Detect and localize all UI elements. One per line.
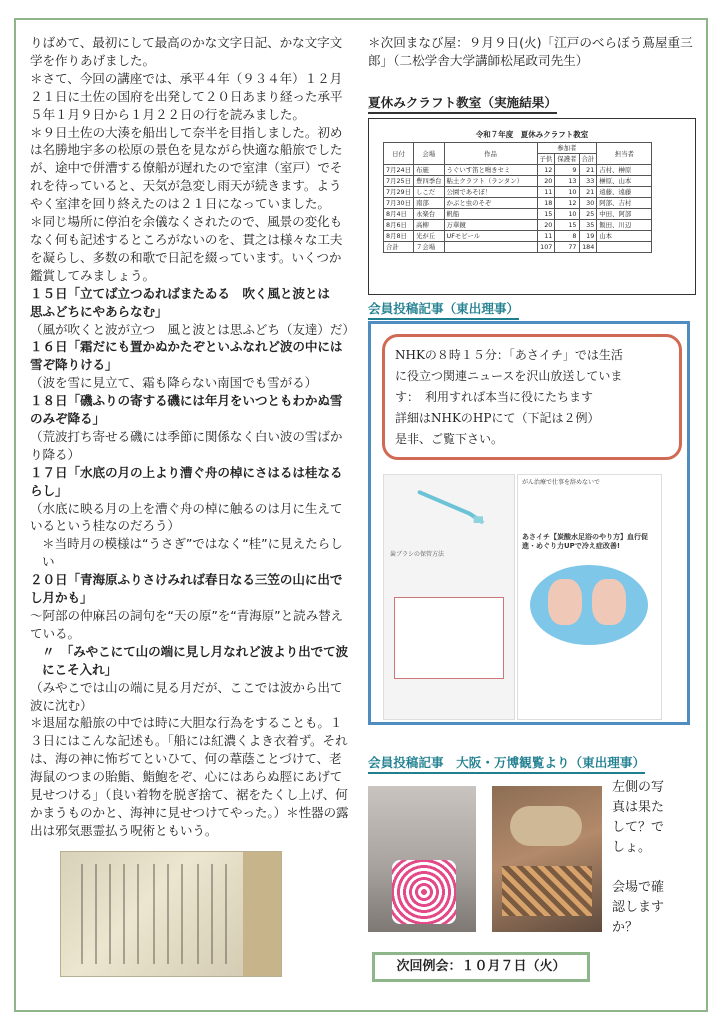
screenshot-top-text: がん治療で仕事を辞めないで [522,479,601,486]
table-cell: 25 [579,209,597,220]
table-cell: 12 [555,198,579,209]
member-post-title: 会員投稿記事（東出理事） [368,298,519,320]
craft-results-table [383,142,652,253]
footbath-article-screenshot [517,474,662,720]
right-column [368,34,698,70]
expo-photo-right [492,786,602,932]
tosa-nikki-manuscript-photo [60,851,282,977]
table-cell: 阿部、吉村 [597,198,652,209]
moon-note: ＊当時月の模様は“うさぎ”ではなく“桂”に見えたらしい [42,536,343,570]
craft-results-box [368,118,696,295]
table-cell: 7月25日 [384,176,414,187]
th-work: 作品 [444,143,537,165]
footbath-title: あさイチ【炭酸水足浴のやり方】血行促進・めぐり力UPで冷え症改善! [522,533,648,550]
table-cell: 中田、阿部 [597,209,652,220]
poem-18: １８日「磯ふりの寄する磯には年月をいつともわかぬ雪のみぞ降る」 [30,393,343,427]
summer-craft-title: 夏休みクラフト教室（実施結果） [368,92,557,114]
table-cell: 35 [579,220,597,231]
table-cell: 帆船 [444,209,537,220]
table-header-row [384,143,652,154]
closing-text: ＊退屈な船旅の中では時に大胆な行為をすることも。１３日にはこんな記述も。「船には紅濃くよき衣着ず。それは、海の神に怖ぢてといひて、何の葦蔭ことづけて、老海鼠のつまの貽鮨、鮨鮑をぞ、心にはあらぬ脛にあげて見せつける」（良い着物を脱ぎ捨て、裾をたくし上げ、何かまうものかと、海神に見せつけてやった。）＊性器の露出は邪気悪霊払う呪術ともいう。 [30,715,349,838]
table-cell: 33 [579,176,597,187]
th-total: 合計 [579,154,597,165]
table-cell: 8月4日 [384,209,414,220]
poem-ditto: 〃 「みやこにて山の端に見し月なれど波より出でて波にこそ入れ」 [42,643,349,677]
table-cell: 粘土クラフト（ランタン） [444,176,537,187]
table-cell: 20 [537,176,555,187]
table-cell: UFモビール [444,231,537,242]
poem-15-translation: （風が吹くと波が立つ 風と波とは思ふどち（友達）だ） [30,321,355,337]
table-row [384,176,652,187]
toothbrush-article-text: 歯ブラシの保管方法 [390,551,445,558]
table-cell: 11 [537,187,555,198]
craft-table-title: 令和７年度 夏休みクラフト教室 [475,130,589,139]
next-study-note: ＊次回まなび屋：９月９日(火)「江戸のべらぼう蔦屋重三郎」（二松学舎大学講師松尾政司先生） [368,35,693,68]
footbath-basin [530,565,648,645]
table-cell: 13 [555,176,579,187]
table-cell: うぐいす笛と鳴きセミ [444,165,537,176]
poem-18-translation: （荒波打ち寄せる磯には季節に関係なく白い波の雪ばかり降る） [30,428,343,462]
table-cell: 12 [537,165,555,176]
table-cell: 21 [579,187,597,198]
table-cell: 7月24日 [384,165,414,176]
table-cell: 7月30日 [384,198,414,209]
table-cell: かぶと虫のそぞ [444,198,537,209]
th-guardians: 保護者 [555,154,579,165]
th-children: 子供 [537,154,555,165]
poem-17-translation: （水底に映る月の上を漕ぐ舟の棹に触るのは月に生えているという桂なのだろう） [30,500,343,534]
table-cell: 21 [579,165,597,176]
toothbrush-icon [398,487,508,527]
nhk-line: 詳細はNHKのHPにて（下記は２例） [395,411,600,425]
expo-photo-left [368,786,476,932]
table-cell: しこだ [413,187,444,198]
table-cell: 15 [537,209,555,220]
table-row [384,198,652,209]
left-column [30,34,355,840]
table-cell: 豊四季台 [413,176,444,187]
table-row [384,209,652,220]
table-row [384,231,652,242]
table-cell: 8月8日 [384,231,414,242]
table-cell: 永楽台 [413,209,444,220]
table-cell: 9 [555,165,579,176]
intro-text: りばめて、最初にして最高のかな文字日記、かな文字文学を作りあげました。 [30,35,343,68]
table-cell: 18 [537,198,555,209]
tip-box [394,597,504,679]
table-cell: 8 [555,231,579,242]
nhk-line: NHKの８時１５分：「あさイチ」では生活 [395,348,623,362]
table-cell: 7月29日 [384,187,414,198]
table-cell: 布施 [413,165,444,176]
table-cell: 山本 [597,231,652,242]
table-cell: 万華鏡 [444,220,537,231]
th-staff: 担当者 [597,143,652,165]
table-cell: 光が丘 [413,231,444,242]
table-cell: 20 [537,220,555,231]
th-venue: 会場 [413,143,444,165]
table-row [384,165,652,176]
table-cell: 10 [555,209,579,220]
table-cell: 公園であそぼ！ [444,187,537,198]
poem-17: １７日「水底の月の上より漕ぐ舟の棹にさはるは桂なるらし」 [30,464,343,498]
table-cell: 高柳 [413,220,444,231]
poem-15: １５日「立てば立つゐればまたゐる 吹く風と波とは 思ふどちにやあらなむ」 [30,285,343,319]
th-participants: 参加者 [537,143,597,154]
table-cell: 遠藤、遠藤 [597,187,652,198]
table-cell: 11 [537,231,555,242]
waka-intro: ＊同じ場所に停泊を余儀なくされたので、風景の変化もなく何も記述するところがないのを、貫之は様々な工夫を凝らし、多数の和歌で日記を綴っています。いくつか鑑賞してみましょう。 [30,214,343,283]
table-row [384,187,652,198]
next-meeting-box: 次回例会：１０月７日（火） [372,952,590,982]
voyage-text: ＊９日土佐の大湊を船出して奈半を目指しました。初めは名勝地宇多の松原の景色を見ながら快適な船旅でしたが、途中で併漕する僚船が遅れたので室津（室戸）でそれを待っていると、天気が急変し雨天が続きます。ようやく室津を回り終えたのは２１日になっていました。 [30,124,343,212]
nhk-line: に役立つ関連ニュースを沢山放送していま [395,369,623,383]
table-cell: 19 [579,231,597,242]
table-cell: 10 [555,187,579,198]
expo-side-note: 左側の写 真は果た して？で しょ。 会場で確 認します か？ [612,780,665,935]
poem-16-translation: （波を雪に見立て、霜も降らない南国でも雪がる） [30,375,318,391]
table-cell: 榊原、山本 [597,176,652,187]
nhk-line: 是非、ご覧下さい。 [395,432,504,446]
abe-note: ～阿部の仲麻呂の詞句を“天の原”を“青海原”と読み替えている。 [30,608,344,641]
poem-16: １６日「霜だにも置かぬかたぞといふなれど波の中には雪ぞ降りける」 [30,339,343,373]
nhk-line: す： 利用すれば本当に役にたちます [395,390,594,404]
expo-title: 会員投稿記事 大阪・万博観覧より（東出理事） [368,752,645,774]
table-cell: 15 [555,220,579,231]
table-cell: 飯田、川辺 [597,220,652,231]
toothbrush-article-screenshot [383,474,515,720]
lecture-summary: ＊さて、今回の講座では、承平４年（９３４年）１２月２１日に土佐の国府を出発して２０日あまり経った承平５年１月９日から１月２２日の行を読みました。 [30,70,343,122]
table-row [384,220,652,231]
table-cell: 30 [579,198,597,209]
table-cell: 南部 [413,198,444,209]
poem-20: ２０日「青海原ふりさけみれば春日なる三笠の山に出でし月かも」 [30,572,343,606]
poem-ditto-translation: （みやこでは山の端に見る月だが、ここでは波から出て波に沈む） [30,679,343,713]
table-total-row: 合計 ７会場 107 77 184 [384,242,652,253]
nhk-callout [382,334,682,460]
table-cell: 吉村、榊原 [597,165,652,176]
table-cell: 8月6日 [384,220,414,231]
th-date: 日付 [384,143,414,165]
